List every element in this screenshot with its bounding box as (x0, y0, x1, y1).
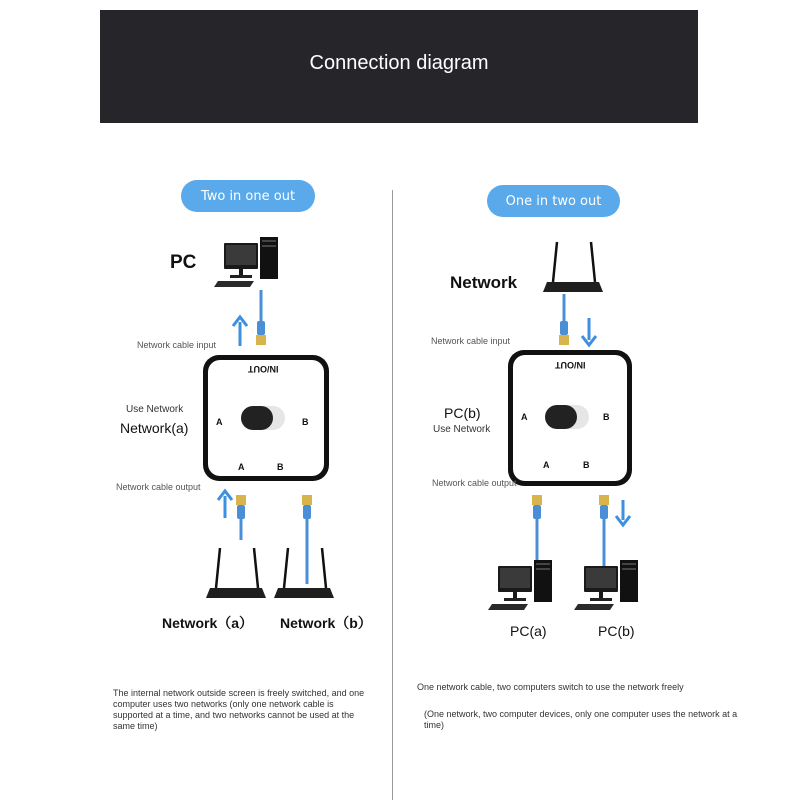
left-switch-port-b: B (277, 462, 284, 472)
left-switch-side-b: B (302, 417, 309, 427)
right-down-arrow-bottom (616, 500, 630, 525)
right-plug-b (599, 495, 609, 519)
left-switch-port-a: A (238, 462, 245, 472)
right-cable-input-label: Network cable input (431, 336, 511, 346)
right-switch-side-b: B (603, 412, 610, 422)
left-plug-a (236, 495, 246, 519)
left-switch-top-label: IN/OUT (248, 364, 279, 374)
left-network-a-bottom: Network（a） (162, 615, 254, 631)
right-pc-b-label: PC(b) (444, 405, 481, 421)
left-plug-b (302, 495, 312, 519)
right-pc-a-icon (488, 560, 552, 610)
left-up-arrow-bottom (218, 491, 232, 518)
pill-one-in-two-out: One in two out (487, 185, 620, 217)
left-cable-output-label: Network cable output (116, 482, 201, 492)
left-up-arrow (233, 317, 247, 346)
right-pc-a-bottom: PC(a) (510, 623, 547, 639)
right-network-label: Network (450, 273, 518, 292)
right-switch-port-b: B (583, 460, 590, 470)
left-switch-side-a: A (216, 417, 223, 427)
left-router-a-icon (206, 548, 266, 598)
left-router-b-icon (274, 548, 334, 598)
pill-two-in-one-out: Two in one out (181, 180, 315, 212)
right-footnote-1: One network cable, two computers switch to use the network freely (417, 682, 684, 692)
left-use-network-label: Use Network (126, 404, 184, 415)
left-footnote: The internal network outside screen is freely switched, and one computer uses two networks (only one network cable is supported at a time, and two networks cannot be used at the same time) (113, 688, 365, 731)
right-use-network-label: Use Network (433, 424, 491, 435)
right-pc-b-bottom: PC(b) (598, 623, 635, 639)
right-switch-side-a: A (521, 412, 528, 422)
right-plug-a (532, 495, 542, 519)
left-top-plug (256, 321, 266, 345)
left-pc-icon (214, 237, 278, 287)
right-switch-port-a: A (543, 460, 550, 470)
page-title: Connection diagram (309, 52, 489, 74)
right-pc-b-icon (574, 560, 638, 610)
right-switch-top-label: IN/OUT (555, 360, 586, 370)
right-top-plug (559, 321, 569, 345)
right-down-arrow (582, 318, 596, 345)
right-cable-output-label: Network cable output (432, 478, 517, 488)
left-network-b-bottom: Network（b） (280, 615, 372, 631)
left-cable-input-label: Network cable input (137, 340, 217, 350)
right-footnote-2: (One network, two computer devices, only one computer uses the network at a time) (424, 709, 738, 730)
left-pc-label: PC (170, 252, 197, 273)
left-network-a-label: Network(a) (120, 420, 189, 436)
right-router-icon (543, 242, 603, 292)
